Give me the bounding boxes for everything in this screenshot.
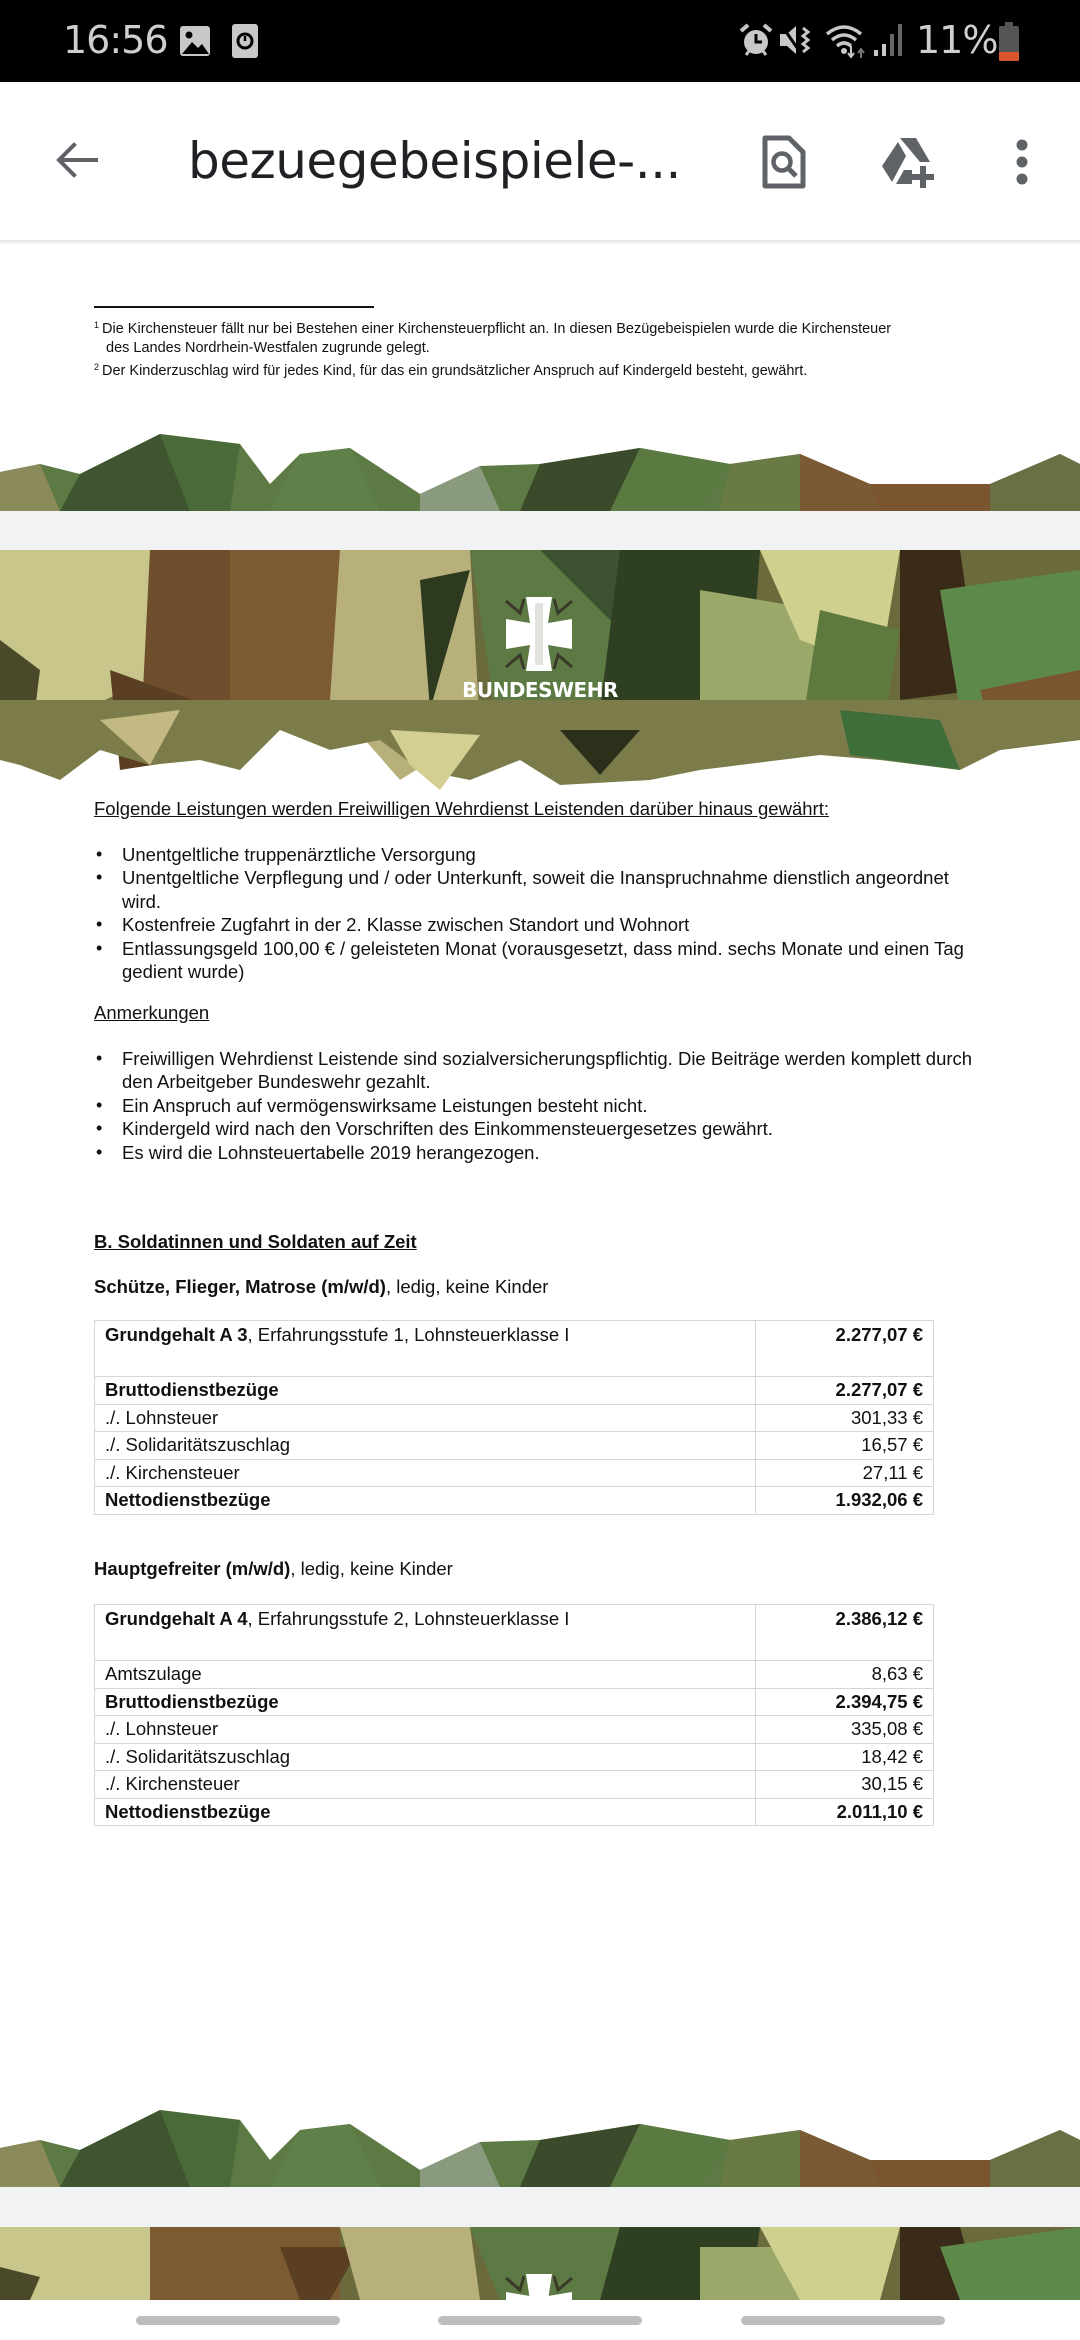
benefit-item: • Unentgeltliche truppenärztliche Versorgung bbox=[94, 843, 994, 867]
example-title-rest: , ledig, keine Kinder bbox=[385, 1276, 549, 1297]
table-row bbox=[95, 1404, 934, 1432]
row-label bbox=[95, 1321, 756, 1377]
row-label: ./. Lohnsteuer bbox=[95, 1716, 756, 1744]
system-nav-bar bbox=[0, 2300, 1080, 2340]
table-row bbox=[95, 1377, 934, 1405]
bundeswehr-cross-logo bbox=[502, 2270, 576, 2300]
bundeswehr-cross-logo bbox=[502, 593, 576, 675]
pdf-page-2 bbox=[0, 550, 1080, 2187]
notes-list bbox=[94, 1047, 994, 1165]
vibrate-icon bbox=[778, 22, 814, 58]
salary-table-2 bbox=[94, 1604, 934, 1826]
row-amount: 8,63 € bbox=[756, 1661, 934, 1689]
footnote-number: 2 bbox=[94, 362, 100, 372]
camo-footer-banner bbox=[0, 2100, 1080, 2187]
more-options-button[interactable] bbox=[982, 122, 1062, 202]
row-label: Nettodienstbezüge bbox=[95, 1487, 756, 1515]
note-item: • Ein Anspruch auf vermögenswirksame Leistungen besteht nicht. bbox=[94, 1094, 994, 1118]
table-row bbox=[95, 1661, 934, 1689]
table-row bbox=[95, 1432, 934, 1460]
note-item: • Es wird die Lohnsteuertabelle 2019 herangezogen. bbox=[94, 1141, 994, 1165]
row-amount: 2.011,10 € bbox=[756, 1798, 934, 1826]
battery-low-icon bbox=[998, 22, 1020, 62]
gallery-icon bbox=[178, 24, 212, 58]
row-amount: 1.932,06 € bbox=[756, 1487, 934, 1515]
row-label: ./. Lohnsteuer bbox=[95, 1404, 756, 1432]
row-amount: 2.277,07 € bbox=[756, 1377, 934, 1405]
camo-footer-banner bbox=[0, 424, 1080, 511]
more-vert-icon bbox=[1014, 137, 1030, 187]
wifi-icon bbox=[824, 22, 868, 60]
row-amount: 2.394,75 € bbox=[756, 1688, 934, 1716]
row-amount: 16,57 € bbox=[756, 1432, 934, 1460]
screen-recorder-icon bbox=[230, 22, 260, 60]
footnote-text-cont: des Landes Nordrhein-Westfalen zugrunde gelegt. bbox=[106, 340, 430, 356]
footnote-number: 1 bbox=[94, 320, 100, 330]
app-bar bbox=[0, 82, 1080, 242]
find-in-page-button[interactable] bbox=[744, 122, 824, 202]
footnote-text: Der Kinderzuschlag wird für jedes Kind, für das ein grundsätzlicher Anspruch auf Kindergeld besteht, gewährt. bbox=[102, 363, 808, 379]
example-title-bold: Schütze, Flieger, Matrose (m/w/d) bbox=[94, 1276, 386, 1297]
table-row bbox=[95, 1605, 934, 1661]
pdf-page-1 bbox=[0, 244, 1080, 511]
status-bar bbox=[0, 0, 1080, 82]
footnote-rule bbox=[94, 306, 374, 308]
label-bold: Grundgehalt A 3 bbox=[105, 1324, 248, 1345]
bundeswehr-wordmark: BUNDESWEHR bbox=[462, 678, 618, 702]
row-amount: 2.277,07 € bbox=[756, 1321, 934, 1377]
row-label: ./. Solidaritätszuschlag bbox=[95, 1432, 756, 1460]
table-row bbox=[95, 1771, 934, 1799]
table-row bbox=[95, 1487, 934, 1515]
benefits-heading: Folgende Leistungen werden Freiwilligen Wehrdienst Leistenden darüber hinaus gewährt: bbox=[94, 798, 829, 819]
row-label bbox=[95, 1605, 756, 1661]
label-bold: Grundgehalt A 4 bbox=[105, 1608, 248, 1629]
nav-back-button[interactable] bbox=[741, 2316, 945, 2325]
footnote-1 bbox=[94, 316, 974, 339]
nav-recents-button[interactable] bbox=[136, 2316, 340, 2325]
row-amount: 27,11 € bbox=[756, 1459, 934, 1487]
pdf-page-3 bbox=[0, 2227, 1080, 2300]
row-label: ./. Kirchensteuer bbox=[95, 1771, 756, 1799]
label-rest: , Erfahrungsstufe 2, Lohnsteuerklasse I bbox=[247, 1608, 570, 1629]
example-title-bold: Hauptgefreiter (m/w/d) bbox=[94, 1558, 291, 1579]
salary-table-1 bbox=[94, 1320, 934, 1515]
row-label: ./. Solidaritätszuschlag bbox=[95, 1743, 756, 1771]
label-rest: , Erfahrungsstufe 1, Lohnsteuerklasse I bbox=[247, 1324, 570, 1345]
document-title: bezuegebeispiele-... bbox=[188, 132, 681, 190]
notes-section bbox=[94, 1001, 994, 1164]
benefit-item: • Kostenfreie Zugfahrt in der 2. Klasse zwischen Standort und Wohnort bbox=[94, 913, 994, 937]
footnote-text: Die Kirchensteuer fällt nur bei Bestehen einer Kirchensteuerpflicht an. In diesen Bezügebeispielen wurde die Kirchensteuer bbox=[102, 321, 892, 337]
footnotes bbox=[94, 316, 974, 381]
row-amount: 18,42 € bbox=[756, 1743, 934, 1771]
alarm-icon bbox=[738, 22, 774, 58]
row-label: Bruttodienstbezüge bbox=[95, 1688, 756, 1716]
row-amount: 30,15 € bbox=[756, 1771, 934, 1799]
benefit-item: • Unentgeltliche Verpflegung und / oder Unterkunft, soweit die Inanspruchnahme dienstlich angeordnet wird. bbox=[94, 866, 994, 913]
signal-icon bbox=[872, 22, 906, 58]
benefits-section bbox=[94, 797, 994, 984]
row-label: ./. Kirchensteuer bbox=[95, 1459, 756, 1487]
example-2-title bbox=[94, 1557, 994, 1581]
add-to-drive-icon bbox=[880, 134, 940, 190]
table-row bbox=[95, 1798, 934, 1826]
footnote-2 bbox=[94, 358, 974, 381]
row-amount: 2.386,12 € bbox=[756, 1605, 934, 1661]
row-label: Amtszulage bbox=[95, 1661, 756, 1689]
add-to-drive-button[interactable] bbox=[870, 122, 950, 202]
arrow-back-icon bbox=[52, 136, 100, 184]
note-item: • Freiwilligen Wehrdienst Leistende sind sozialversicherungspflichtig. Die Beiträge werden komplett durch den Arbeitgeber Bundeswehr gezahlt. bbox=[94, 1047, 994, 1094]
battery-percent: 11% bbox=[916, 18, 998, 62]
nav-home-button[interactable] bbox=[438, 2316, 642, 2325]
benefit-item: • Entlassungsgeld 100,00 € / geleisteten Monat (vorausgesetzt, dass mind. sechs Monate und einen Tag gedient wurde) bbox=[94, 937, 994, 984]
notes-heading: Anmerkungen bbox=[94, 1002, 210, 1023]
benefits-list bbox=[94, 843, 994, 984]
row-label: Nettodienstbezüge bbox=[95, 1798, 756, 1826]
table-row bbox=[95, 1688, 934, 1716]
table-row bbox=[95, 1321, 934, 1377]
example-title-rest: , ledig, keine Kinder bbox=[290, 1558, 453, 1579]
row-label: Bruttodienstbezüge bbox=[95, 1377, 756, 1405]
table-row bbox=[95, 1459, 934, 1487]
find-in-page-icon bbox=[761, 134, 807, 190]
table-row bbox=[95, 1743, 934, 1771]
row-amount: 335,08 € bbox=[756, 1716, 934, 1744]
back-button[interactable] bbox=[40, 124, 112, 196]
row-amount: 301,33 € bbox=[756, 1404, 934, 1432]
note-item: • Kindergeld wird nach den Vorschriften des Einkommensteuergesetzes gewährt. bbox=[94, 1117, 994, 1141]
example-1-title bbox=[94, 1275, 994, 1299]
section-b-heading: B. Soldatinnen und Soldaten auf Zeit bbox=[94, 1231, 417, 1252]
status-time: 16:56 bbox=[63, 18, 168, 62]
table-row bbox=[95, 1716, 934, 1744]
